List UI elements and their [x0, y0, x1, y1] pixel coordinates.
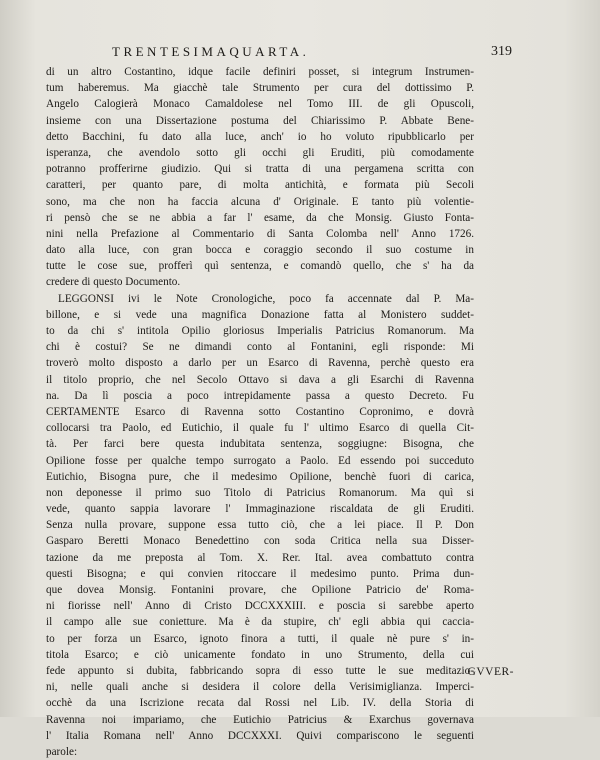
text-line: tazione da me preposta al Tom. X. Rer. Ital. avea combattuto contra	[46, 551, 474, 564]
text-line: Senza nulla provare, suppone essa tutto ciò, che a lei piace. Il P. Don	[46, 519, 474, 532]
text-line: fede appunto si dubita, fabbricando sopra di esso tutte le sue meditazio-	[46, 664, 474, 677]
text-line: tà. Per farci bere questa indubitata sentenza, soggiugne: Bisogna, che	[46, 438, 474, 451]
text-line: troverò molto disposto a darlo per un Esarco di Ravenna, perchè questo era	[46, 357, 474, 370]
text-line: questi Bisogna; e qui convien ritoccare il medesimo punto. Prima dun-	[46, 567, 474, 580]
text-line: credere di questo Documento.	[46, 276, 181, 289]
text-line: di un altro Costantino, idque facile definiri posset, si integrum Instrumen-	[46, 66, 474, 78]
text-line: to da chi s' intitola Opilio gloriosus Imperialis Patricius Romanorum. Ma	[46, 325, 474, 337]
text-line: chi è costui? Se ne dimandi conto al Fontanini, egli risponde: Mi	[46, 341, 474, 354]
text-line: ni, nelle quali anche si desidera il colore della Verisimiglianza. Imperci-	[46, 681, 474, 694]
catchword: GVVER-	[467, 666, 514, 678]
text-line: parole:	[46, 745, 78, 758]
text-line: vede, quanto sappia lavorare l' Immaginazione riscaldata de gli Eruditi.	[46, 503, 474, 516]
chapter-heading: TRENTESIMAQUARTA.	[112, 44, 310, 59]
text-line: dato alla luce, con gran bocca e coraggio secondo il suo costume in	[46, 244, 474, 257]
text-line: CERTAMENTE Esarco di Ravenna sotto Costantino Copronimo, e dovrà	[46, 405, 474, 418]
text-line: potranno profferirne giudizio. Qui si tratta di una pergamena scritta con	[46, 163, 474, 176]
page-number: 319	[491, 44, 512, 59]
text-line: titola Esarco; e ciò unicamente fondato in uno Strumento, della cui	[46, 648, 474, 661]
text-line: tutte le cose sue, profferì quì sentenza, e comandò quello, che s' ha da	[46, 260, 474, 273]
text-line: Eutichio, Bisogna pure, che il medesimo Opilione, benchè fuori di carica,	[46, 470, 474, 483]
text-line: l' Italia Romana nell' Anno DCCXXXI. Quivi compariscono le seguenti	[46, 729, 474, 742]
text-line: insieme con una Dissertazione postuma del Chiarissimo P. Abbate Bene-	[46, 114, 474, 127]
running-header	[112, 44, 512, 62]
text-line: detto Bacchini, fu dato alla luce, anch' io ho voluto ripubblicarlo per	[46, 130, 474, 143]
text-line: il campo alle sue conietture. Ma è da stupire, ch' egli abbia qui caccia-	[46, 616, 474, 629]
body-text	[46, 64, 474, 760]
text-line: sono, ma che non ha faccia alcuna d' Originale. E tanto più volentie-	[46, 195, 474, 208]
text-line: LEGGONSI ivi le Note Cronologiche, poco fa accennate dal P. Ma-	[58, 292, 474, 305]
text-line: que dovea Monsig. Fontanini provare, che Opilione Patricio de' Roma-	[46, 584, 474, 596]
text-line: Opilione fosse per qualche tempo surrogato a Paolo. Ed essendo poi succeduto	[46, 454, 474, 467]
text-line: il titolo proprio, che nel Secolo Ottavo si dava a gli Esarchi di Ravenna	[46, 373, 474, 386]
text-line: Angelo Calogierà Monaco Camaldolese nel Tomo III. de gli Opuscoli,	[46, 98, 474, 111]
text-line: collocarsi tra Paolo, ed Eutichio, il quale fu l' ultimo Esarco di quella Cit-	[46, 422, 474, 435]
text-line: na. Da lì poscia a poco intrepidamente passa a questo Decreto. Fu	[46, 389, 474, 402]
text-line: ni fiorisse nell' Anno di Cristo DCCXXXIII. e poscia si sarebbe aperto	[46, 600, 474, 613]
text-line: Ravenna noi impariamo, che Eutichio Patricius & Exarchus governava	[46, 713, 474, 726]
text-line: Gasparo Beretti Monaco Benedettino con soda Critica nella sua Disser-	[46, 535, 474, 548]
text-line: nini nella Prefazione al Commentario di Santa Colomba nell' Anno 1726.	[46, 227, 474, 240]
text-line: isperanza, che avendolo sotto gli occhi gli Eruditi, più comodamente	[46, 146, 474, 159]
text-line: to per forza un Esarco, ignoto finora a tutti, il quale nè pure s' in-	[46, 632, 474, 645]
text-line: tum haberemus. Ma giacchè tale Strumento per cura del dottissimo P.	[46, 82, 474, 95]
text-line: ri pensò che se ne abbia a far l' esame, da che Monsig. Giusto Fonta-	[46, 211, 474, 224]
text-line: non deponesse il primo suo Titolo di Patricius Romanorum. Ma quì si	[46, 486, 474, 499]
text-line: billone, e si vede una magnifica Donazione fatta al Monistero suddet-	[46, 308, 474, 321]
text-line: caratteri, per quanto pare, di molta antichità, e formata più Secoli	[46, 179, 474, 192]
text-line: occhè da una Iscrizione recata dal Rossi nel Lib. IV. della Storia di	[46, 697, 474, 710]
